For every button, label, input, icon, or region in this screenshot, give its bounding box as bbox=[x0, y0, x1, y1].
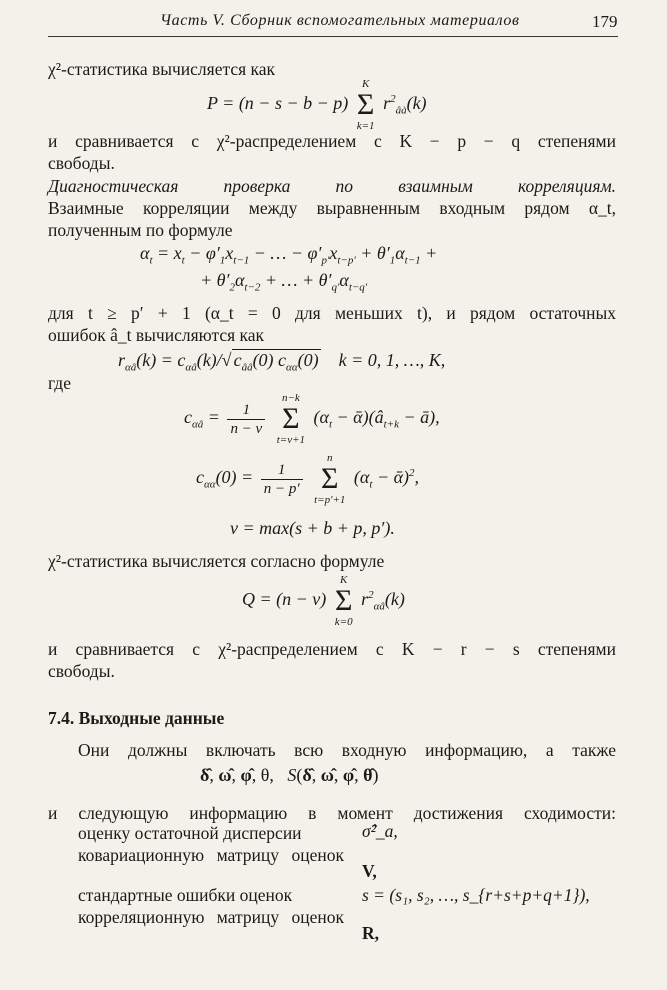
output-label-residual-variance: оценку остаточной дисперсии bbox=[78, 823, 302, 843]
paragraph-should-include: Они должны включать всю входную информацию, а также bbox=[78, 740, 616, 760]
page-number: 179 bbox=[592, 12, 618, 31]
equation-r-cross: $r_{\alpha â}(k) = c_{\alpha â}(k)/√$ $c_{ââ}(0)$ $c_{\alpha\alpha}(0)$ k = 0, 1, …, K, bbox=[118, 350, 446, 374]
output-symbol-covariance-matrix: V, bbox=[362, 861, 377, 881]
paragraph-for-t-line1: для t ≥ p′ + 1 (α_t = 0 для меньших t), и рядом остаточных bbox=[48, 303, 616, 323]
equation-c-alpha-alpha: $c_{\alpha\alpha}(0)$ = $\frac{1}{n - p'}$ n Σ t=p′+1 ($\alpha_t$ − ᾱ)$^2$, bbox=[196, 452, 420, 506]
paragraph-cross-corr-line2: полученным по формуле bbox=[48, 220, 233, 240]
equation-v-max: v = max(s + b + p, p′). bbox=[230, 518, 395, 538]
paragraph-convergence-info: и следующую информацию в момент достижения сходимости: bbox=[48, 803, 616, 823]
output-label-covariance-matrix: ковариационную матрицу оценок bbox=[78, 845, 344, 865]
output-label-standard-errors: стандартные ошибки оценок bbox=[78, 885, 293, 905]
section-title: 7.4. Выходные данные bbox=[48, 708, 225, 728]
heading-diagnostic-check: Диагностическая проверка по взаимным корреляциям. bbox=[48, 176, 616, 196]
output-symbol-correlation-matrix: R, bbox=[362, 923, 380, 943]
equation-alpha-line1: $\alpha_t = x_t - \varphi'_1x_{t-1}$ − … − $\varphi'_{p'}x_{t-p'} + \theta'_1\alpha_{t-1}$ + bbox=[140, 243, 438, 267]
paragraph-chi2-intro: χ²-статистика вычисляется как bbox=[48, 59, 276, 79]
output-label-correlation-matrix: корреляционную матрицу оценок bbox=[78, 907, 344, 927]
paragraph-for-t-line2: ошибок â_t вычисляются как bbox=[48, 325, 265, 345]
running-header: Часть V. Сборник вспомогательных материалов bbox=[160, 12, 520, 29]
paragraph-cross-corr-line1: Взаимные корреляции между выравненным входным рядом α_t, bbox=[48, 198, 616, 218]
paragraph-compare-line1: и сравнивается с χ²-распределением с K − p − q степенями bbox=[48, 131, 616, 151]
header-rule bbox=[48, 36, 618, 37]
paragraph-compare-line2: свободы. bbox=[48, 153, 115, 173]
equation-p-statistic: P = (n − s − b − p) K Σ k=1 $r^2_{âà}(k)$ bbox=[207, 78, 427, 132]
equation-q-statistic: Q = (n − v) K Σ k=0 $r^2_{\alpha â}(k)$ bbox=[242, 574, 405, 628]
output-symbol-standard-errors: s = (s₁, s₂, …, s_{r+s+p+q+1}), bbox=[362, 885, 590, 905]
equation-estimates-list: δ̂, ω̂, φ̂, θ, S(δ̂, ω̂, φ̂, θ̂) bbox=[200, 765, 379, 785]
equation-alpha-line2: + $\theta'_2\alpha_{t-2}$ + … + $\theta'_{q'}\alpha_{t-q'}$ bbox=[200, 270, 368, 294]
word-where: где bbox=[48, 373, 71, 393]
output-symbol-residual-variance: σ̂²_a, bbox=[362, 821, 398, 841]
paragraph-compare2-line1: и сравнивается с χ²-распределением с K − r − s степенями bbox=[48, 639, 616, 659]
equation-c-alpha-a: $c_{\alpha â}$ = $\frac{1}{n - v}$ n−k Σ t=v+1 ($\alpha_t$ − $ᾱ)(â_{t+k}$ − ā), bbox=[184, 392, 440, 446]
paragraph-chi2-formula: χ²-статистика вычисляется согласно формуле bbox=[48, 551, 385, 571]
paragraph-compare2-line2: свободы. bbox=[48, 661, 115, 681]
